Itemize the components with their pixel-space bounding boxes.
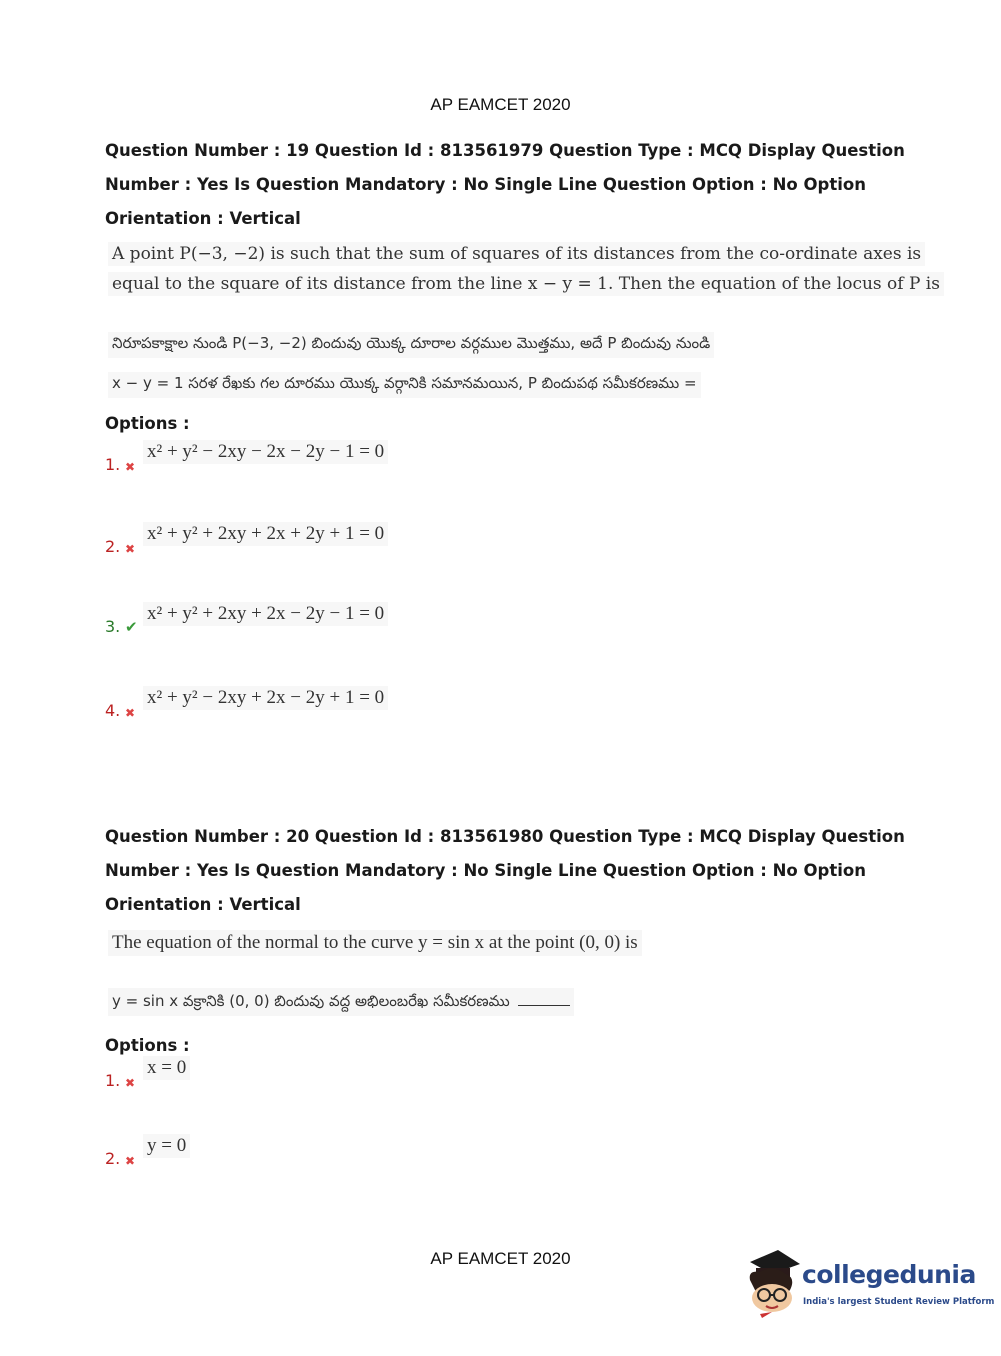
option-text: x² + y² − 2xy + 2x − 2y + 1 = 0 (143, 686, 388, 710)
question-19-english-line-2: equal to the square of its distance from the line x − y = 1. Then the equation of the locus of P is (108, 272, 944, 296)
option-text: x = 0 (143, 1056, 190, 1080)
option-1[interactable] (105, 1057, 190, 1090)
question-20-english: The equation of the normal to the curve y = sin x at the point (0, 0) is (108, 930, 642, 956)
check-mark-icon: ✔ (125, 618, 138, 636)
question-19-english-line-1: A point P(−3, −2) is such that the sum of squares of its distances from the co-ordinate axes is (108, 242, 925, 266)
option-text: x² + y² − 2xy − 2x − 2y − 1 = 0 (143, 440, 388, 464)
option-text: y = 0 (143, 1134, 190, 1158)
wrong-mark-icon: ✖ (125, 542, 136, 556)
question-20-meta (105, 820, 905, 922)
option-1[interactable] (105, 441, 388, 474)
option-number: 4. (105, 701, 121, 720)
option-text: x² + y² + 2xy + 2x + 2y + 1 = 0 (143, 522, 388, 546)
question-19-meta (105, 134, 905, 236)
question-19-telugu-line-1: నిరూపకాక్షాల నుండి P(−3, −2) బిందువు యొక్క దూరాల వర్గముల మొత్తము, అదే P బిందువు నుండి (108, 332, 714, 358)
page-footer-title: AP EAMCET 2020 (430, 1249, 571, 1268)
option-number: 2. (105, 537, 121, 556)
wrong-mark-icon: ✖ (125, 460, 136, 474)
meta-line: Question Number : 19 Question Id : 813561979 Question Type : MCQ Display Question (105, 141, 905, 160)
answer-blank (518, 1005, 570, 1006)
option-number: 3. (105, 617, 121, 636)
option-4[interactable] (105, 687, 388, 720)
logo-brand-name: collegedunia (802, 1260, 976, 1289)
question-19-telugu-line-2: x − y = 1 సరళ రేఖకు గల దూరము యొక్క వర్గానికి సమానమయిన, P బిందుపథ సమీకరణము = (108, 372, 701, 398)
option-2[interactable] (105, 1135, 190, 1168)
option-2[interactable] (105, 523, 388, 556)
option-number: 1. (105, 455, 121, 474)
page-header-title: AP EAMCET 2020 (430, 95, 571, 114)
logo-tagline: India's largest Student Review Platform (803, 1297, 995, 1307)
meta-line: Orientation : Vertical (105, 209, 301, 228)
question-19-options-label: Options : (105, 414, 190, 433)
meta-line: Question Number : 20 Question Id : 813561980 Question Type : MCQ Display Question (105, 827, 905, 846)
telugu-text: y = sin x వక్రానికి (0, 0) బిందువు వద్ద అభిలంబరేఖ సమీకరణము (112, 992, 510, 1010)
question-20-options-label: Options : (105, 1036, 190, 1055)
option-text: x² + y² + 2xy + 2x − 2y − 1 = 0 (143, 602, 388, 626)
option-number: 1. (105, 1071, 121, 1090)
wrong-mark-icon: ✖ (125, 1076, 136, 1090)
option-number: 2. (105, 1149, 121, 1168)
wrong-mark-icon: ✖ (125, 706, 136, 720)
wrong-mark-icon: ✖ (125, 1154, 136, 1168)
meta-line: Number : Yes Is Question Mandatory : No Single Line Question Option : No Option (105, 175, 866, 194)
option-3[interactable] (105, 603, 388, 636)
meta-line: Number : Yes Is Question Mandatory : No Single Line Question Option : No Option (105, 861, 866, 880)
question-20-telugu (108, 988, 574, 1016)
meta-line: Orientation : Vertical (105, 895, 301, 914)
